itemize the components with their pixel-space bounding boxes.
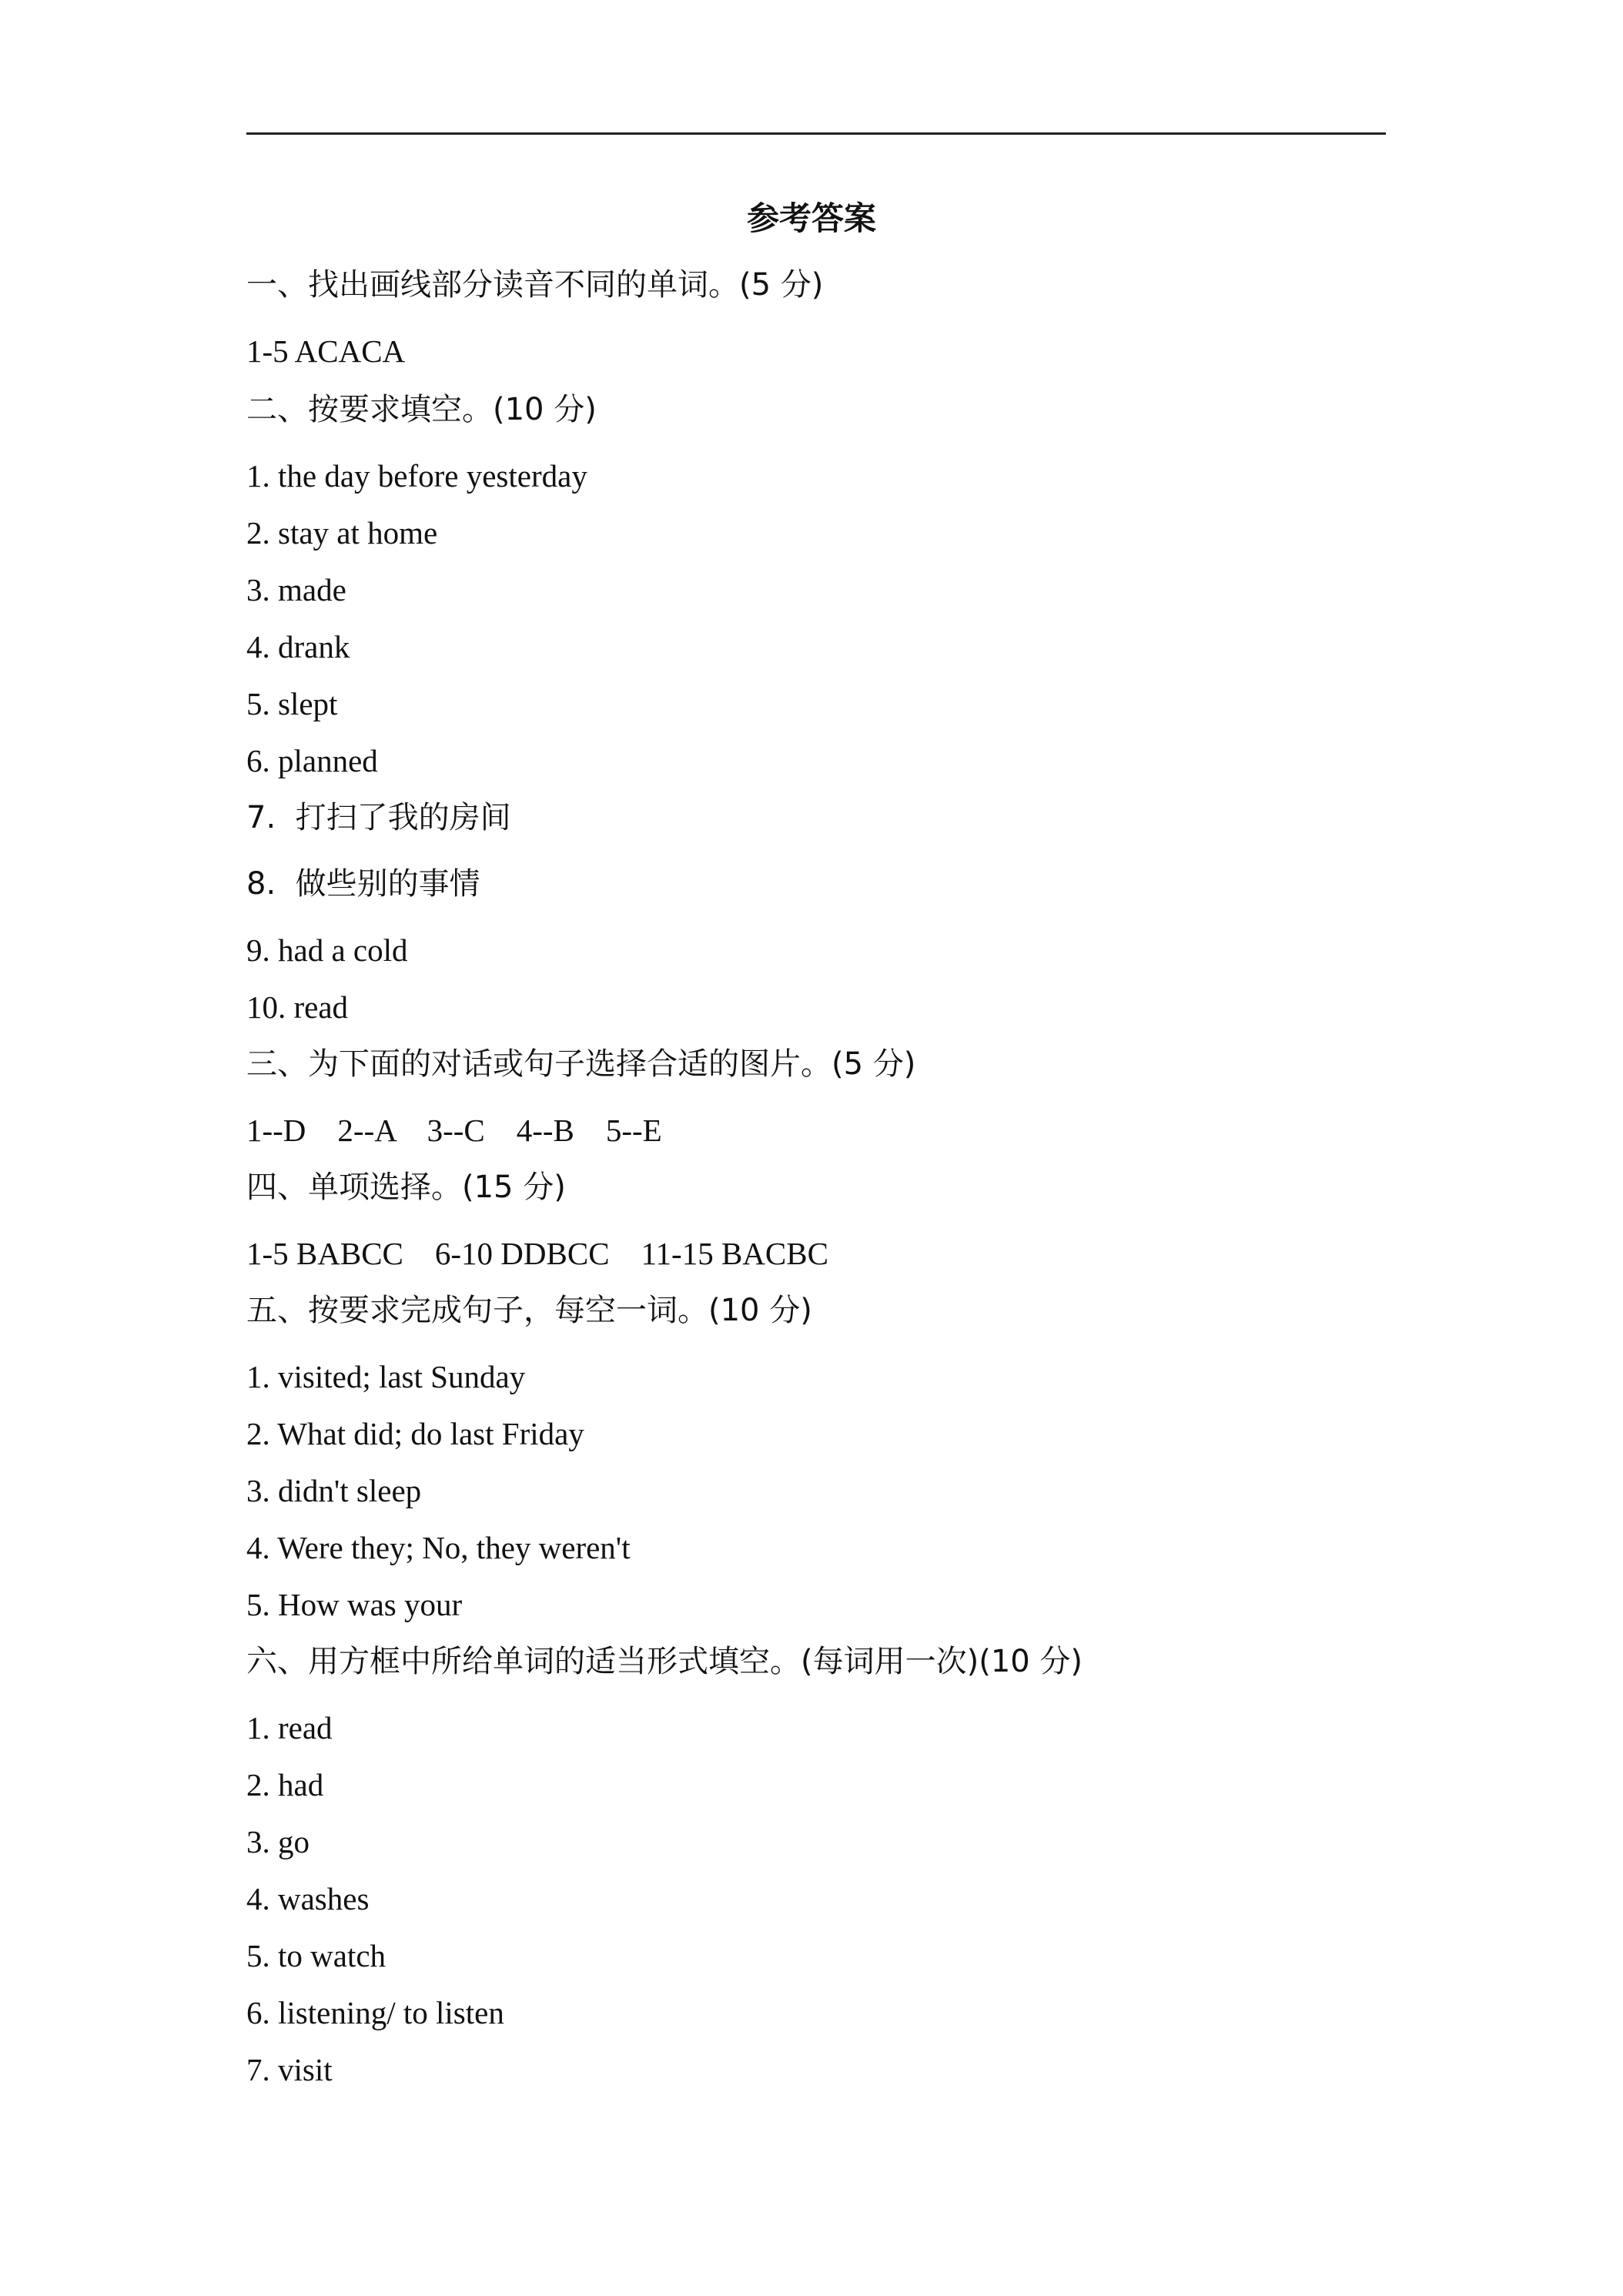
section-5-answer-3: 3. didn't sleep [246, 1473, 422, 1508]
section-5-answer-1: 1. visited; last Sunday [246, 1359, 526, 1394]
section-2-answer-3: 3. made [246, 572, 346, 607]
section-6-answer-5: 5. to watch [246, 1938, 387, 1973]
section-3-answer-1: 1--D 2--A 3--C 4--B 5--E [246, 1113, 662, 1148]
section-2-answer-10: 10. read [246, 989, 349, 1025]
section-6-answer-1: 1. read [246, 1710, 333, 1745]
section-6-heading: 六、用方框中所给单词的适当形式填空。(每词用一次)(10 分) [246, 1644, 1083, 1679]
section-6-answer-4: 4. washes [246, 1881, 370, 1916]
section-6-answer-7: 7. visit [246, 2052, 333, 2087]
section-2-answer-5: 5. slept [246, 686, 338, 721]
section-6-answer-2: 2. had [246, 1767, 324, 1802]
section-2-answer-9: 9. had a cold [246, 932, 408, 968]
section-2-heading: 二、按要求填空。(10 分) [246, 392, 597, 427]
section-1-heading: 一、找出画线部分读音不同的单词。(5 分) [246, 267, 824, 303]
section-5-answer-4: 4. Were they; No, they weren't [246, 1530, 631, 1565]
header-rule [246, 132, 1386, 135]
section-2-answer-7: 7. 打扫了我的房间 [246, 800, 511, 835]
section-2-answer-8: 8. 做些别的事情 [246, 866, 480, 902]
section-5-answer-5: 5. How was your [246, 1587, 463, 1622]
section-5-answer-2: 2. What did; do last Friday [246, 1416, 584, 1451]
section-2-answer-2: 2. stay at home [246, 515, 438, 551]
page-title: 参考答案 [746, 199, 876, 237]
section-4-answer-1: 1-5 BABCC 6-10 DDBCC 11-15 BACBC [246, 1236, 828, 1271]
section-4-heading: 四、单项选择。(15 分) [246, 1170, 566, 1205]
section-2-answer-4: 4. drank [246, 629, 350, 664]
section-5-heading: 五、按要求完成句子，每空一词。(10 分) [246, 1293, 812, 1328]
section-6-answer-6: 6. listening/ to listen [246, 1995, 504, 2030]
section-3-heading: 三、为下面的对话或句子选择合适的图片。(5 分) [246, 1046, 916, 1082]
section-6-answer-3: 3. go [246, 1824, 310, 1859]
section-2-answer-6: 6. planned [246, 743, 378, 778]
section-2-answer-1: 1. the day before yesterday [246, 458, 587, 494]
section-1-answer-1: 1-5 ACACA [246, 333, 406, 369]
